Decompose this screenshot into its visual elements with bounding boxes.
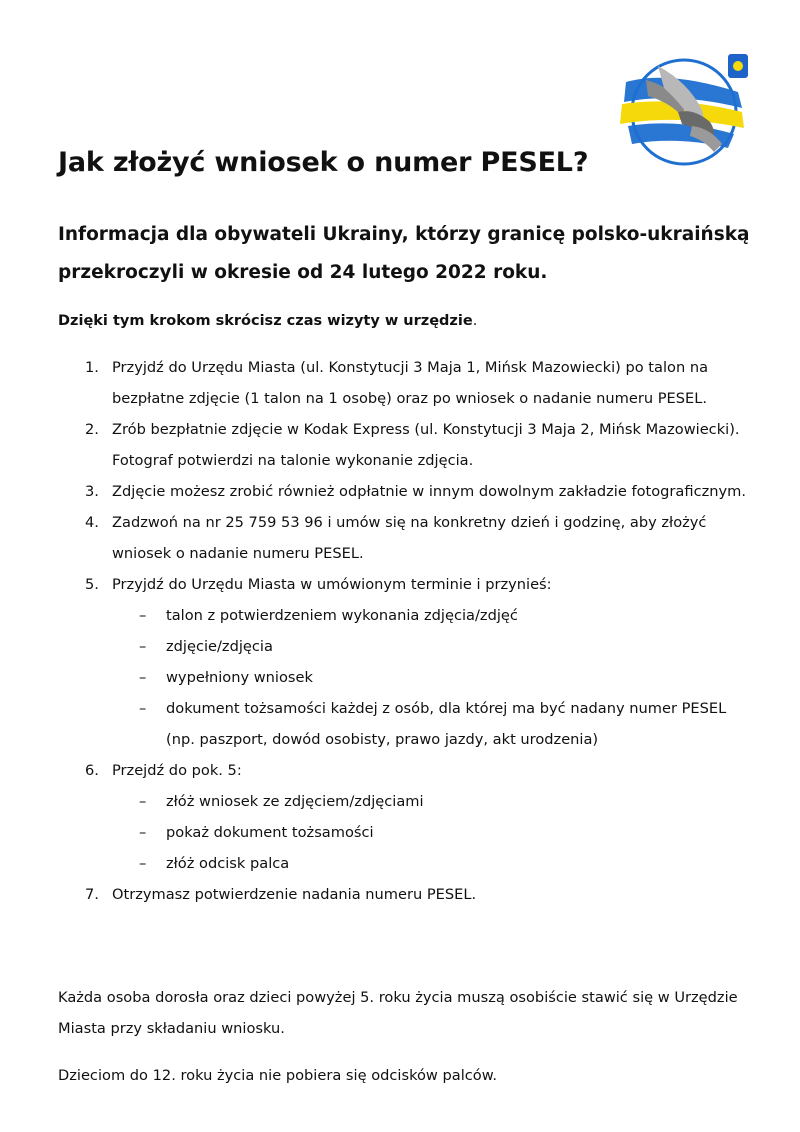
step-number: 3. xyxy=(85,483,99,500)
step-text: Zadzwoń na nr 25 759 53 96 i umów się na konkretny dzień i godzinę, aby złożyć wniosek o nadanie numeru PESEL. xyxy=(112,514,707,562)
solidarity-hands-emblem-icon xyxy=(618,52,754,168)
dash-icon: – xyxy=(139,669,147,686)
sub-item-text: talon z potwierdzeniem wykonania zdjęcia/zdjęć xyxy=(166,607,518,624)
dash-icon: – xyxy=(139,793,147,810)
step-number: 7. xyxy=(85,886,99,903)
sub-item-text: zdjęcie/zdjęcia xyxy=(166,638,273,655)
step-text: Przyjdź do Urzędu Miasta w umówionym terminie i przynieś: xyxy=(112,576,552,593)
sub-item xyxy=(58,693,758,755)
sub-item xyxy=(58,600,758,631)
dash-icon: – xyxy=(139,824,147,841)
step-item xyxy=(58,879,758,910)
fingerprint-note: Dzieciom do 12. roku życia nie pobiera się odcisków palców. xyxy=(58,1067,497,1084)
step-item xyxy=(58,755,758,786)
step-number: 6. xyxy=(85,762,99,779)
step-item xyxy=(58,507,758,569)
dash-icon: – xyxy=(139,638,147,655)
sub-item-text: dokument tożsamości każdej z osób, dla której ma być nadany numer PESEL (np. paszport, dowód osobisty, prawo jazdy, akt urodzenia) xyxy=(166,700,727,748)
sub-item-text: złóż wniosek ze zdjęciem/zdjęciami xyxy=(166,793,424,810)
dash-icon: – xyxy=(139,855,147,872)
sub-item xyxy=(58,786,758,817)
intro-bold: Dzięki tym krokom skrócisz czas wizyty w urzędzie xyxy=(58,313,473,329)
sub-item xyxy=(58,817,758,848)
dash-icon: – xyxy=(139,607,147,624)
sub-item xyxy=(58,848,758,879)
sub-item-text: złóż odcisk palca xyxy=(166,855,290,872)
dash-icon: – xyxy=(139,700,147,717)
page-title: Jak złożyć wniosek o numer PESEL? xyxy=(58,147,589,178)
step-item xyxy=(58,476,758,507)
step-text: Zdjęcie możesz zrobić również odpłatnie w innym dowolnym zakładzie fotograficznym. xyxy=(112,483,746,500)
intro-text xyxy=(58,313,477,329)
step-number: 1. xyxy=(85,359,99,376)
sub-item-text: wypełniony wniosek xyxy=(166,669,313,686)
step-text: Zrób bezpłatnie zdjęcie w Kodak Express (ul. Konstytucji 3 Maja 2, Mińsk Mazowiecki). Fotograf potwierdzi na talonie wykonanie zdjęcia. xyxy=(112,421,740,469)
step-item xyxy=(58,352,758,414)
step-text: Przyjdź do Urzędu Miasta (ul. Konstytucji 3 Maja 1, Mińsk Mazowiecki) po talon na bezpłatne zdjęcie (1 talon na 1 osobę) oraz po wniosek o nadanie numeru PESEL. xyxy=(112,359,709,407)
step-number: 4. xyxy=(85,514,99,531)
intro-end: . xyxy=(472,313,478,329)
sub-item-text: pokaż dokument tożsamości xyxy=(166,824,374,841)
solidarity-logo xyxy=(618,52,754,168)
page-subtitle: Informacja dla obywateli Ukrainy, którzy granicę polsko-ukraińską przekroczyli w okresie od 24 lutego 2022 roku. xyxy=(58,224,750,283)
step-number: 2. xyxy=(85,421,99,438)
adult-presence-note: Każda osoba dorosła oraz dzieci powyżej 5. roku życia muszą osobiście stawić się w Urzędzie Miasta przy składaniu wniosku. xyxy=(58,989,738,1037)
step-item xyxy=(58,569,758,600)
sub-item xyxy=(58,662,758,693)
step-number: 5. xyxy=(85,576,99,593)
sub-item xyxy=(58,631,758,662)
steps-list xyxy=(58,352,758,910)
step-text: Przejdź do pok. 5: xyxy=(112,762,242,779)
step-item xyxy=(58,414,758,476)
step-text: Otrzymasz potwierdzenie nadania numeru PESEL. xyxy=(112,886,477,903)
